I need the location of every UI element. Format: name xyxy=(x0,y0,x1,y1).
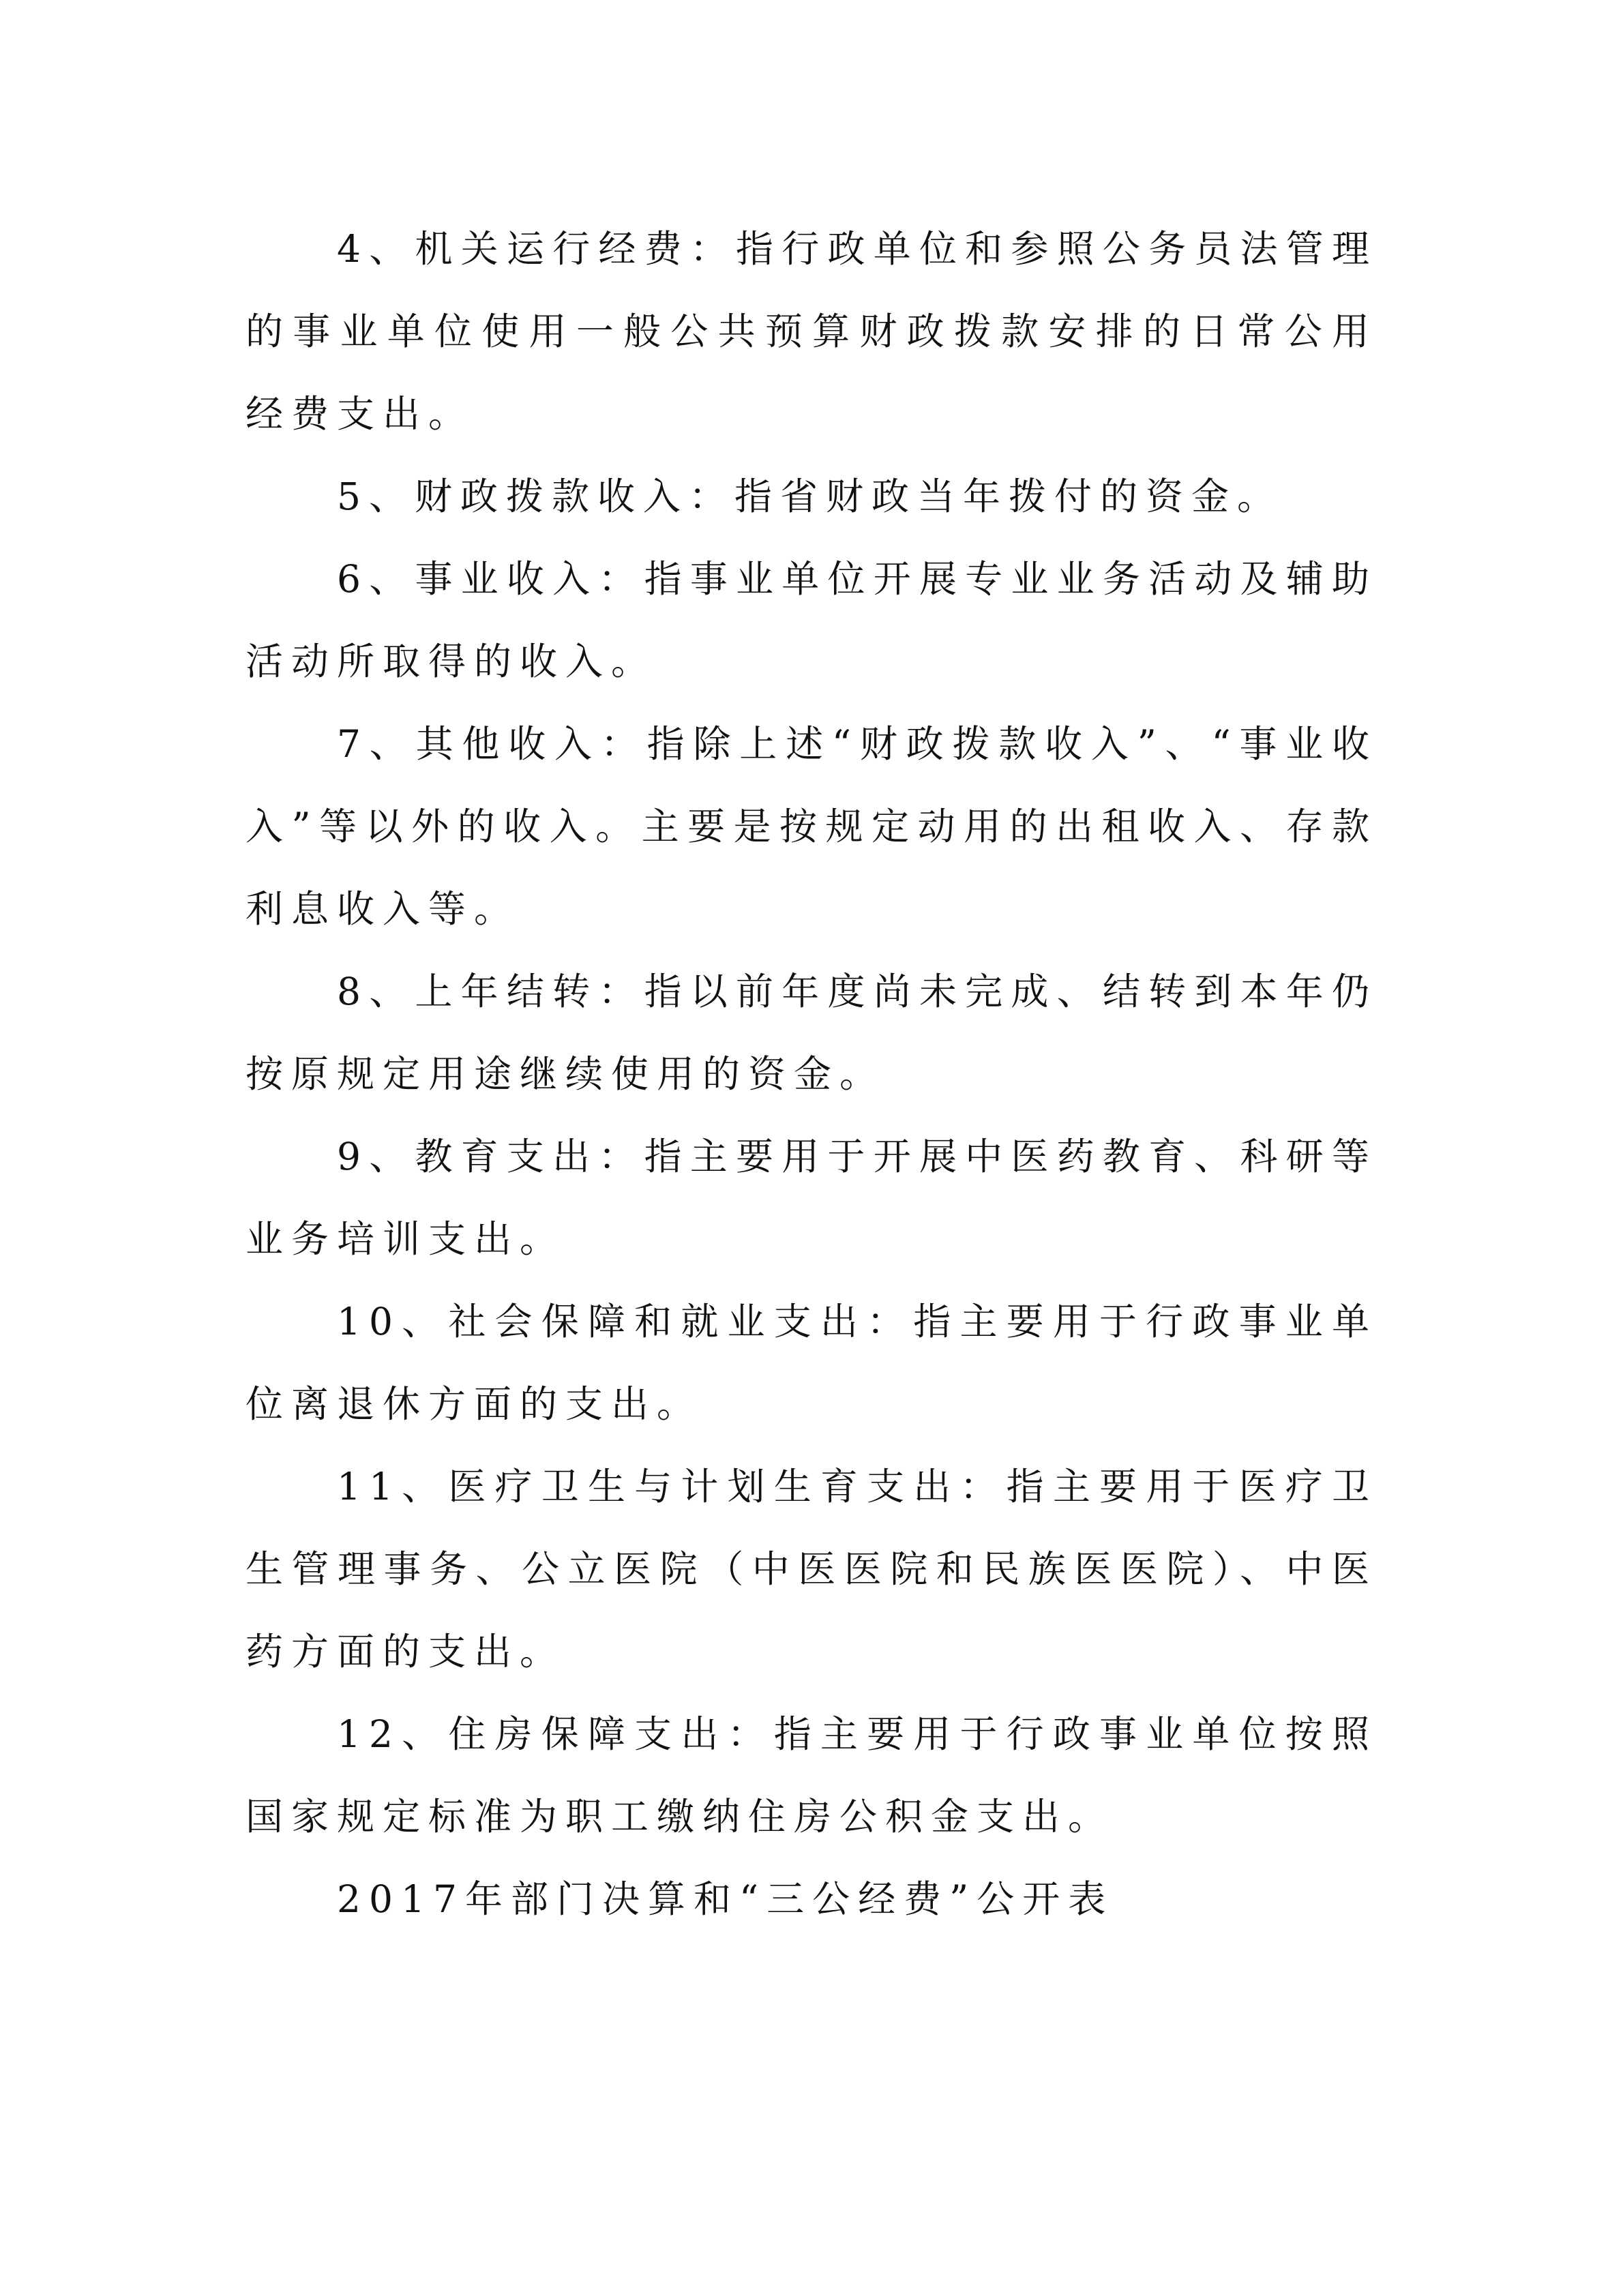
paragraph-item-5: 5、财政拨款收入：指省财政当年拨付的资金。 xyxy=(337,475,1283,518)
paragraph-item-10: 10、社会保障和就业支出：指主要用于行政事业单位离退休方面的支出。 xyxy=(245,1300,1378,1426)
paragraph-item-12: 12、住房保障支出：指主要用于行政事业单位按照国家规定标准为职工缴纳住房公积金支出。 xyxy=(245,1712,1378,1838)
paragraph-item-4: 4、机关运行经费：指行政单位和参照公务员法管理的事业单位使用一般公共预算财政拨款安排的日常公用经费支出。 xyxy=(245,227,1378,436)
section-heading: 2017年部门决算和“三公经费”公开表 xyxy=(337,1877,1114,1921)
paragraph-item-7: 7、其他收入：指除上述“财政拨款收入”、“事业收入”等以外的收入。主要是按规定动用的出租收入、存款利息收入等。 xyxy=(245,722,1378,931)
paragraph-item-8: 8、上年结转：指以前年度尚未完成、结转到本年仍按原规定用途继续使用的资金。 xyxy=(245,970,1378,1096)
paragraph-item-6: 6、事业收入：指事业单位开展专业业务活动及辅助活动所取得的收入。 xyxy=(245,557,1378,683)
document-body xyxy=(245,208,1378,1941)
paragraph-item-9: 9、教育支出：指主要用于开展中医药教育、科研等业务培训支出。 xyxy=(245,1135,1378,1261)
paragraph-item-11: 11、医疗卫生与计划生育支出：指主要用于医疗卫生管理事务、公立医院（中医医院和民族医医院）、中医药方面的支出。 xyxy=(245,1465,1378,1673)
